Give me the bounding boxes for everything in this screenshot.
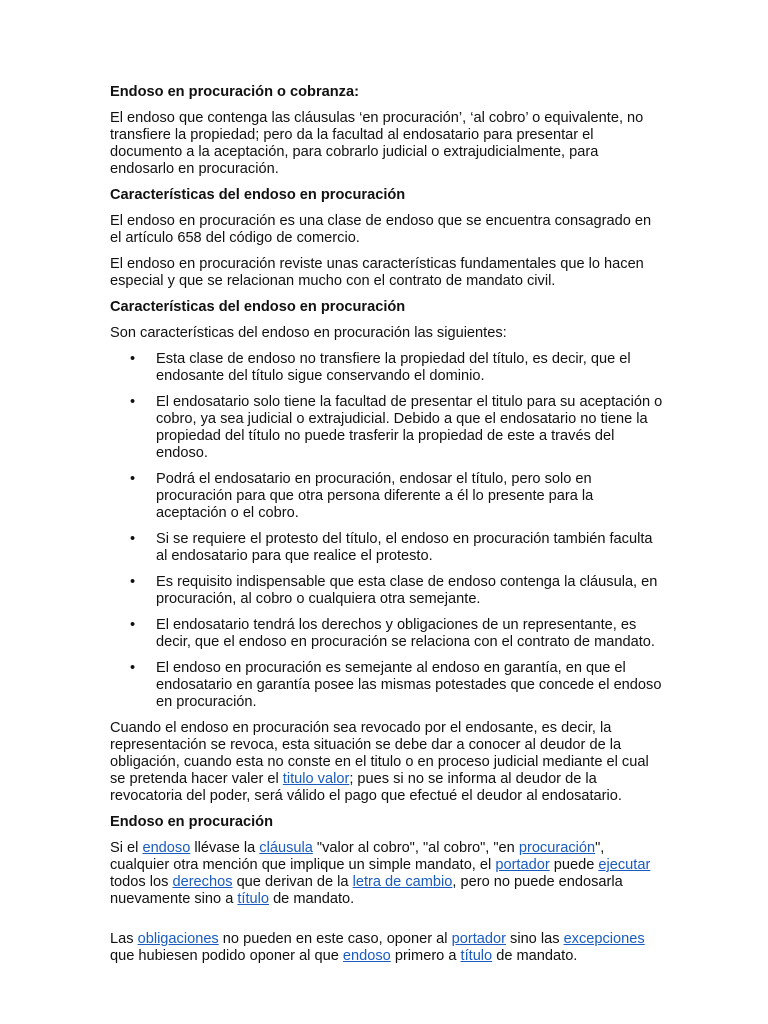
paragraph-intro-list: Son características del endoso en procuración las siguientes: — [110, 325, 507, 341]
heading-endoso-procuracion-cobranza: Endoso en procuración o cobranza: — [110, 84, 359, 100]
text-segment: llévase la — [190, 840, 260, 856]
link-excepciones[interactable]: excepciones — [563, 931, 645, 947]
list-item — [110, 617, 665, 651]
list-item — [110, 394, 665, 462]
list-item — [110, 660, 665, 711]
text-segment: "valor al cobro", "al cobro", "en — [312, 840, 519, 856]
text-segment: no pueden en este caso, oponer al — [218, 931, 452, 947]
link-obligaciones[interactable]: obligaciones — [137, 931, 219, 947]
link-clausula[interactable]: cláusula — [259, 840, 313, 856]
bullet-icon: • — [130, 660, 136, 676]
bullet-icon: • — [130, 574, 136, 590]
text-segment: de mandato. — [269, 891, 355, 907]
list-item-text: Esta clase de endoso no transfiere la propiedad del título, es decir, que el endosante del título sigue conservando el dominio. — [156, 351, 631, 384]
characteristics-list — [110, 351, 665, 711]
link-derechos[interactable]: derechos — [172, 874, 233, 890]
paragraph-clausula — [110, 840, 665, 908]
link-procuracion[interactable]: procuración — [518, 840, 596, 856]
bullet-icon: • — [130, 351, 136, 367]
list-item-text: El endosatario solo tiene la facultad de presentar el titulo para su aceptación o cobro, ya sea judicial o extrajudicial. Debido a que el endosatario no tiene la propiedad del título no puede trasferir la propiedad de este a través del endoso. — [156, 394, 663, 461]
list-item — [110, 531, 665, 565]
list-item-text: El endosatario tendrá los derechos y obligaciones de un representante, es decir, que el endoso en procuración se relaciona con el contrato de mandato. — [156, 617, 655, 650]
list-item — [110, 574, 665, 608]
text-segment: ; pues si no se informa al deudor de la revocatoria del poder, será válido el pago que efectué el deudor al endosatario. — [110, 771, 622, 804]
link-portador-2[interactable]: portador — [451, 931, 506, 947]
paragraph-revocacion — [110, 720, 665, 805]
list-item-text: Si se requiere el protesto del título, el endoso en procuración también faculta al endosatario para que realice el protesto. — [156, 531, 653, 564]
link-titulo-2[interactable]: título — [460, 948, 493, 964]
paragraph-definition: El endoso que contenga las cláusulas ‘en procuración’, ‘al cobro’ o equivalente, no transfiere la propiedad; pero da la facultad al endosatario para presentar el documento a la aceptación, para cobrarlo judicial o extrajudicialmente, para endosarlo en procuración. — [110, 110, 644, 177]
bullet-icon: • — [130, 617, 136, 633]
text-segment: puede — [549, 857, 599, 873]
text-segment: que derivan de la — [232, 874, 353, 890]
text-segment: , pero no puede endosarla nuevamente sino a — [110, 874, 623, 907]
text-segment: todos los — [110, 874, 173, 890]
link-portador[interactable]: portador — [495, 857, 550, 873]
link-endoso[interactable]: endoso — [142, 840, 191, 856]
text-segment: sino las — [505, 931, 564, 947]
link-endoso-2[interactable]: endoso — [342, 948, 391, 964]
heading-caracteristicas-1: Características del endoso en procuración — [110, 187, 406, 203]
link-titulo-valor[interactable]: titulo valor — [282, 771, 350, 787]
text-segment: Las — [110, 931, 138, 947]
bullet-icon: • — [130, 471, 136, 487]
bullet-icon: • — [130, 531, 136, 547]
list-item-text: Podrá el endosatario en procuración, endosar el título, pero solo en procuración para que otra persona diferente a él lo presente para la aceptación o el cobro. — [156, 471, 594, 521]
text-segment: Cuando el endoso en procuración sea revocado por el endosante, es decir, la representación se revoca, esta situación se debe dar a conocer al deudor de la obligación, cuando esta no conste en el titulo o en proceso judicial mediante el cual se pretenda hacer valer el — [110, 720, 649, 787]
list-item — [110, 351, 665, 385]
link-ejecutar[interactable]: ejecutar — [598, 857, 651, 873]
link-letra-de-cambio[interactable]: letra de cambio — [352, 874, 453, 890]
heading-endoso-procuracion: Endoso en procuración — [110, 814, 273, 830]
text-segment: Si el — [110, 840, 143, 856]
heading-caracteristicas-2: Características del endoso en procuración — [110, 299, 406, 315]
paragraph-obligaciones — [110, 931, 665, 965]
paragraph-articulo: El endoso en procuración es una clase de endoso que se encuentra consagrado en el artículo 658 del código de comercio. — [110, 213, 652, 246]
list-item-text: El endoso en procuración es semejante al endoso en garantía, en que el endosatario en garantía posee las mismas potestades que concede el endoso en procuración. — [156, 660, 662, 710]
document-page — [110, 84, 665, 974]
text-segment: de mandato. — [492, 948, 578, 964]
bullet-icon: • — [130, 394, 136, 410]
paragraph-mandato-civil: El endoso en procuración reviste unas características fundamentales que lo hacen especial y que se relacionan mucho con el contrato de mandato civil. — [110, 256, 644, 289]
list-item — [110, 471, 665, 522]
text-segment: primero a — [390, 948, 461, 964]
text-segment: que hubiesen podido oponer al que — [110, 948, 343, 964]
list-item-text: Es requisito indispensable que esta clase de endoso contenga la cláusula, en procuración, al cobro o cualquiera otra semejante. — [156, 574, 658, 607]
spacer — [110, 917, 665, 931]
text-segment: ", cualquier otra mención que implique un simple mandato, el — [110, 840, 605, 873]
link-titulo[interactable]: título — [237, 891, 270, 907]
